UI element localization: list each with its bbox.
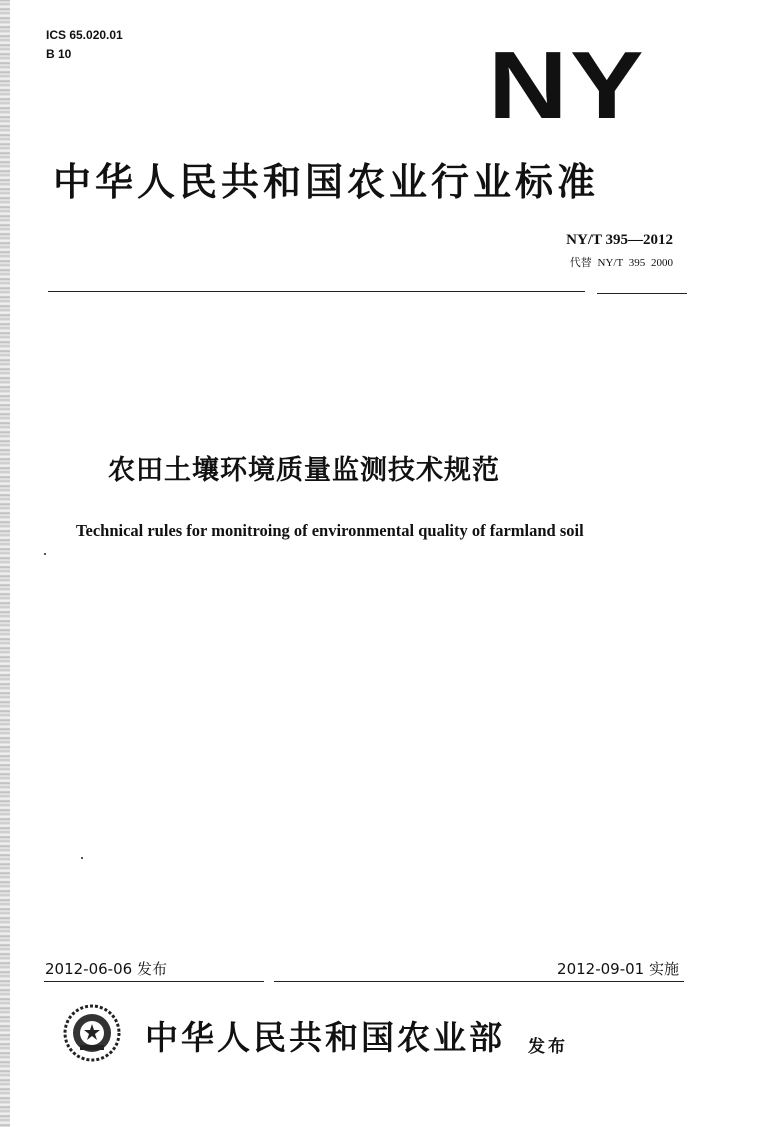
- ics-code: ICS 65.020.01: [46, 28, 123, 42]
- document-title-english: Technical rules for monitroing of environmental quality of farmland soil: [76, 521, 584, 540]
- header-divider-right: [597, 293, 687, 294]
- scan-edge-noise: [0, 0, 10, 1127]
- standard-type-heading: 中华人民共和国农业行业标准: [53, 160, 600, 204]
- document-title-chinese: 农田土壤环境质量监测技术规范: [108, 455, 500, 486]
- standard-number: NY/T 395—2012: [566, 232, 673, 248]
- scan-speck: [81, 857, 83, 859]
- classification-codes: [46, 26, 123, 64]
- footer-divider-left: [44, 981, 264, 982]
- national-emblem-icon: [62, 1003, 122, 1063]
- ny-standard-mark: NY: [488, 32, 646, 139]
- implementation-date: 2012-09-01 实施: [557, 960, 679, 978]
- issuing-authority-suffix: 发布: [528, 1037, 568, 1057]
- replaces-standard: 代替 NY/T 395 2000: [569, 257, 673, 269]
- issue-date: 2012-06-06 发布: [45, 960, 167, 978]
- issuing-authority: 中华人民共和国农业部: [145, 1018, 505, 1057]
- footer-divider-right: [274, 981, 684, 982]
- header-divider: [48, 291, 585, 292]
- scan-speck: [44, 553, 46, 555]
- ccs-code: B 10: [46, 47, 72, 61]
